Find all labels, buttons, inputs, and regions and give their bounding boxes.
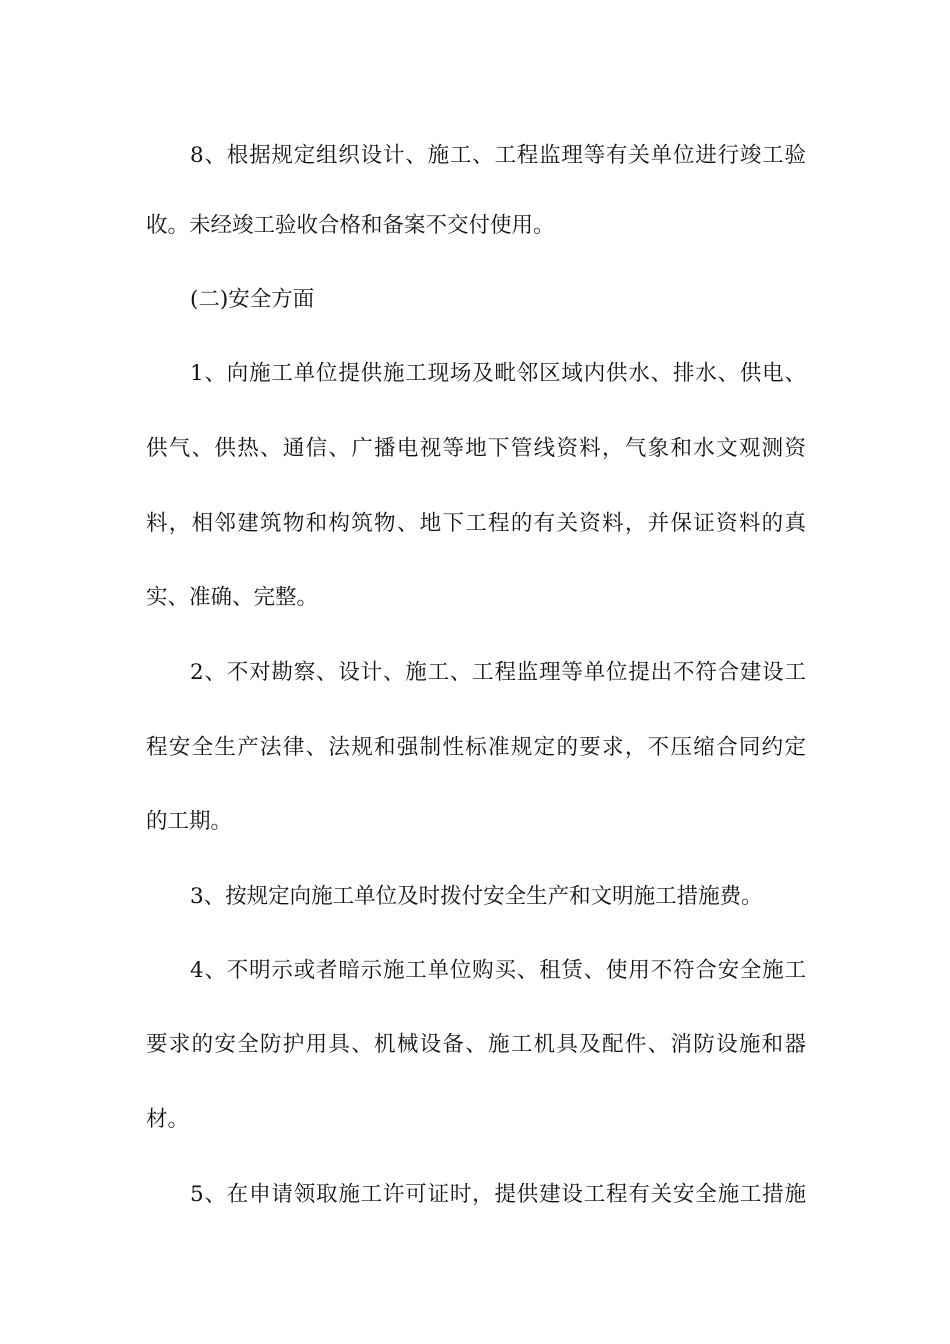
paragraph-8-line-1: 8、根据规定组织设计、施工、工程监理等有关单位进行竣工验: [190, 143, 806, 168]
section-heading-safety: (二)安全方面: [190, 287, 315, 312]
paragraph-1-line-4: 实、准确、完整。: [146, 585, 319, 610]
paragraph-5-line-1: 5、在申请领取施工许可证时，提供建设工程有关安全施工措施: [190, 1182, 806, 1207]
paragraph-4-line-1: 4、不明示或者暗示施工单位购买、租赁、使用不符合安全施工: [190, 958, 806, 983]
paragraph-8-line-2: 收。未经竣工验收合格和备案不交付使用。: [146, 213, 555, 238]
paragraph-2-line-1: 2、不对勘察、设计、施工、工程监理等单位提出不符合建设工: [190, 660, 806, 685]
paragraph-3-line-1: 3、按规定向施工单位及时拨付安全生产和文明施工措施费。: [190, 884, 763, 909]
paragraph-1-line-2: 供气、供热、通信、广播电视等地下管线资料，气象和水文观测资: [146, 436, 806, 461]
paragraph-2-line-3: 的工期。: [146, 809, 233, 834]
paragraph-4-line-2: 要求的安全防护用具、机械设备、施工机具及配件、消防设施和器: [146, 1032, 806, 1057]
paragraph-1-line-1: 1、向施工单位提供施工现场及毗邻区域内供水、排水、供电、: [190, 361, 806, 386]
paragraph-1-line-3: 料，相邻建筑物和构筑物、地下工程的有关资料，并保证资料的真: [146, 511, 806, 536]
paragraph-2-line-2: 程安全生产法律、法规和强制性标准规定的要求，不压缩合同约定: [146, 735, 806, 760]
paragraph-4-line-3: 材。: [146, 1107, 190, 1132]
